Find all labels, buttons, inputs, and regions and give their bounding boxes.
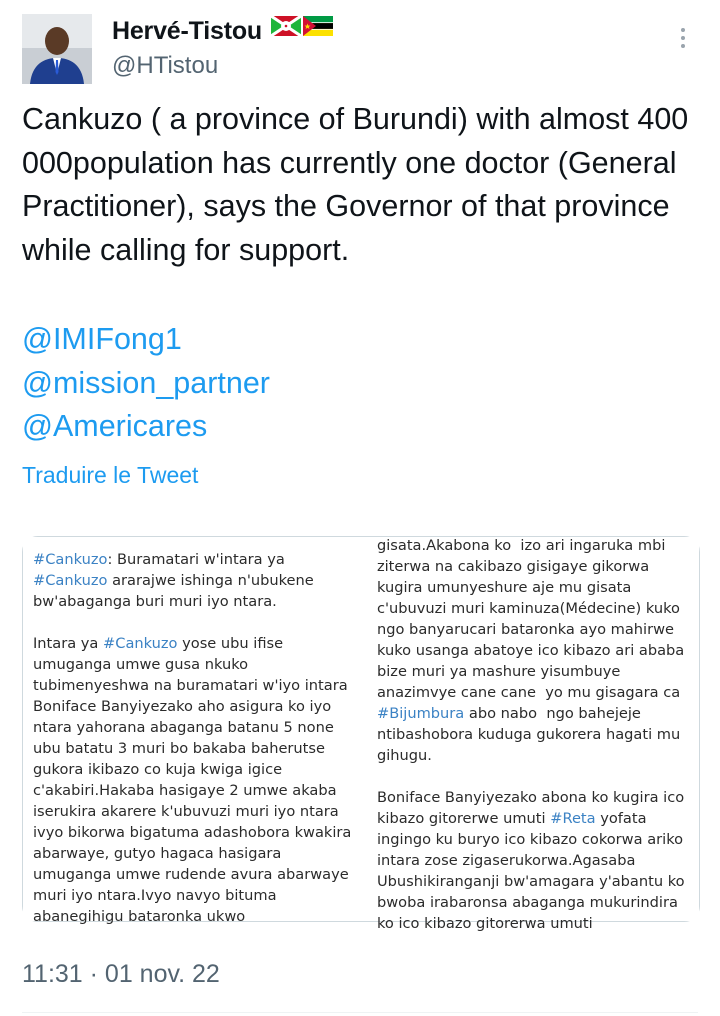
hashtag: #Cankuzo	[103, 635, 178, 652]
tweet-header	[0, 0, 720, 100]
image-text: ararajwe ishinga n'ubukene bw'abaganga buri muri iyo ntara.	[33, 572, 319, 610]
tweet-mentions	[22, 318, 270, 449]
image-text: yofata ingingo ku buryo ico kibazo cokorwa ariko intara zose zigaserukorwa.Agasaba Ubushikiranganji bw'amagara y'abantu ko bwoba irabaronsa abaganga mukurindira ko ico kibazo gitorerwa umuti	[376, 810, 690, 932]
image-text: Boniface Banyiyezako abona ko kugira ico kibazo gitorerwe umuti	[376, 789, 689, 827]
divider	[22, 1012, 698, 1013]
media-image-left[interactable]	[23, 537, 357, 925]
author-name-text: Hervé-Tistou	[112, 17, 262, 45]
image-text: gisata.Akabona ko izo ari ingaruka mbi ziterwa na cakibazo gisigaye gikorwa kugira umunyeshure aje mu gisata c'ubuvuzi muri kaminuza(Médecine) kuko ngo banyarucari bataronka ayo mahirwe kuko usanga abatoye ico kibazo ari ababa bize muri ya mashure yisumbuye anazimvye cane cane yo mu gisagara ca	[376, 537, 689, 701]
burundi-flag-icon	[271, 16, 301, 36]
mention-link[interactable]: @Americares	[22, 409, 208, 443]
media-divider	[359, 537, 363, 921]
media-image-left-text	[33, 549, 357, 927]
media-image-right-text	[377, 535, 697, 934]
mention-link[interactable]: @mission_partner	[22, 365, 270, 400]
image-text: yose ubu ifise umuganga umwe gusa nkuko tubimenyeshwa na buramatari w'iyo intara Boniface Banyiyezako aho asigura ko iyo ntara yahorana abaganga batanu 5 none ubu batatu 3 muri bo bakaba baherutse gukora ikibazo co kuja kwiga igice c'akabiri.Hakaba hasigaye 2 umwe akaba iserukira akarere k'ubuvuzi muri iyo ntara ivyo bikorwa bigatuma adashobora kwakira abarwaye, gutyo hagaca hasigara umuganga umwe rudende avura abarwaye muri iyo ntara.Ivyo navyo bituma abanegihigu bataronka ukwo	[33, 635, 357, 925]
avatar[interactable]	[22, 14, 92, 84]
hashtag: #Cankuzo	[33, 572, 108, 589]
author-handle[interactable]: @HTistou	[112, 52, 219, 79]
mozambique-flag-icon	[303, 16, 333, 36]
author-name[interactable]	[112, 16, 333, 46]
author-flags	[271, 16, 333, 36]
image-text: : Buramatari w'intara ya	[107, 551, 290, 568]
avatar-image	[22, 14, 92, 84]
hashtag: #Cankuzo	[33, 551, 108, 568]
mention-link[interactable]: @IMIFong1	[22, 322, 182, 356]
tweet-media	[22, 536, 700, 932]
image-text: abo nabo ngo bahejeje ntibashobora kuduga gukorera hagati mu gihugu.	[376, 705, 685, 764]
more-options-icon[interactable]	[676, 28, 690, 58]
media-image-right[interactable]	[367, 537, 699, 932]
hashtag: #Bijumbura	[376, 705, 465, 722]
image-text: Intara ya	[33, 635, 104, 652]
hashtag: #Reta	[550, 810, 596, 827]
tweet-text: Cankuzo ( a province of Burundi) with almost 400 000population has currently one doctor (General Practitioner), says the Governor of that province while calling for support.	[22, 102, 689, 267]
translate-tweet-link[interactable]: Traduire le Tweet	[22, 462, 199, 488]
tweet-timestamp[interactable]: 11:31 · 01 nov. 22	[22, 960, 220, 988]
